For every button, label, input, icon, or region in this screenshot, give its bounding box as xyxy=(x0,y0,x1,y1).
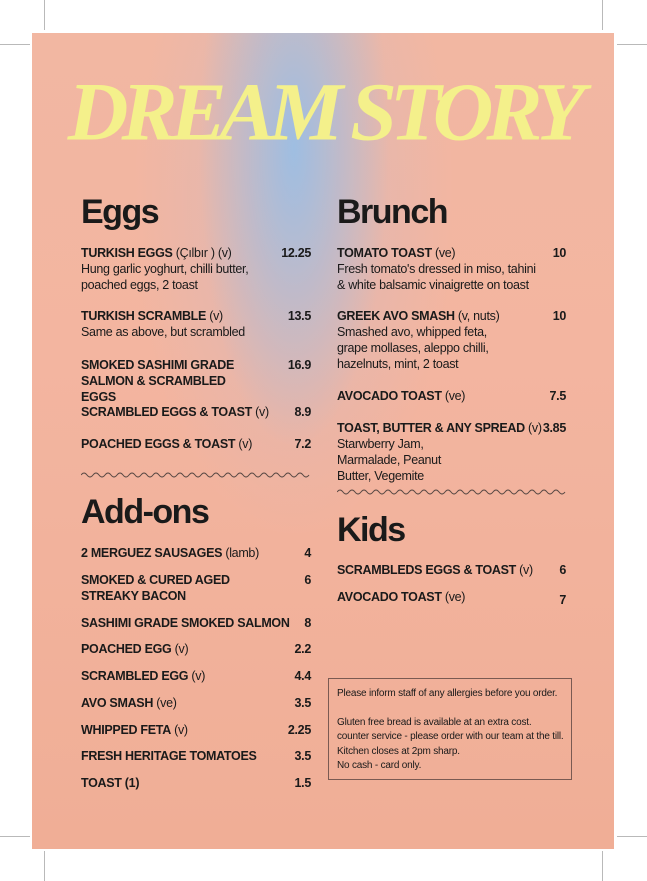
menu-item xyxy=(337,420,566,484)
item-note: (v) xyxy=(188,669,206,683)
kitchen-notice: Kitchen closes at 2pm sharp. xyxy=(337,745,460,757)
crop-mark xyxy=(617,44,647,45)
item-desc: Same as above, but scrambled xyxy=(81,325,245,339)
item-name: FRESH HERITAGE TOMATOES xyxy=(81,749,257,763)
menu-item xyxy=(81,775,311,791)
menu-item xyxy=(81,722,311,738)
menu-item xyxy=(81,748,311,764)
item-note: (ve) xyxy=(441,590,466,604)
item-name: AVO SMASH xyxy=(81,696,154,710)
item-name: TOAST, BUTTER & ANY SPREAD xyxy=(337,421,525,435)
crop-mark xyxy=(0,836,30,837)
item-price: 8 xyxy=(304,616,311,630)
item-note: (v) xyxy=(171,642,189,656)
item-name: AVOCADO TOAST xyxy=(337,389,442,403)
item-price: 7 xyxy=(559,593,566,607)
menu-page xyxy=(32,33,614,849)
item-name: SASHIMI GRADE SMOKED SALMON xyxy=(81,616,290,630)
item-price: 7.5 xyxy=(549,389,566,403)
item-price: 12.25 xyxy=(281,246,311,260)
menu-item xyxy=(81,308,311,340)
item-note: (ve) xyxy=(153,696,177,710)
item-name: SMOKED & CURED AGED STREAKY BACON xyxy=(81,573,230,603)
brunch-title: Brunch xyxy=(337,193,447,231)
crop-mark xyxy=(0,44,30,45)
item-name: AVOCADO TOAST xyxy=(337,590,442,604)
item-name: TURKISH SCRAMBLE xyxy=(81,309,207,323)
item-name: SCRAMBLED EGGS & TOAST xyxy=(81,405,252,419)
brand-title: DREAM STORY xyxy=(67,66,579,159)
item-price: 4 xyxy=(304,546,311,560)
item-price: 4.4 xyxy=(294,669,311,683)
allergy-notice: Please inform staff of any allergies before you order. xyxy=(337,688,558,699)
item-price: 6 xyxy=(559,563,566,577)
service-notice: counter service - please order with our team at the till. xyxy=(337,731,564,742)
crop-mark xyxy=(44,851,45,881)
menu-item xyxy=(337,388,566,404)
item-name: SMOKED SASHIMI GRADE SALMON & SCRAMBLED EGGS xyxy=(81,358,235,404)
item-price: 1.5 xyxy=(294,776,311,790)
item-price: 3.5 xyxy=(294,749,311,763)
item-name: TOAST (1) xyxy=(81,776,140,790)
menu-item xyxy=(81,572,311,604)
item-note: (ve) xyxy=(431,246,456,260)
item-price: 3.85 xyxy=(542,421,566,435)
item-price: 7.2 xyxy=(294,437,311,451)
item-price: 2.2 xyxy=(294,642,311,656)
item-name: GREEK AVO SMASH xyxy=(337,309,455,323)
menu-item xyxy=(81,357,311,405)
item-price: 13.5 xyxy=(287,309,311,323)
payment-notice: No cash - card only. xyxy=(337,760,422,771)
item-note: (v, nuts) xyxy=(454,309,500,323)
item-note: (v) xyxy=(251,405,269,419)
item-desc: Fresh tomato's dressed in miso, tahini & white balsamic vinaigrette on toast xyxy=(337,262,536,292)
menu-item xyxy=(337,589,566,605)
item-note: (lamb) xyxy=(222,546,259,560)
menu-item xyxy=(337,562,566,578)
item-price: 2.25 xyxy=(287,723,311,737)
kids-title: Kids xyxy=(337,511,405,549)
item-name: TOMATO TOAST xyxy=(337,246,432,260)
menu-item xyxy=(81,245,311,293)
addons-title: Add-ons xyxy=(81,493,209,531)
item-note: (v) xyxy=(524,421,542,435)
gluten-notice: Gluten free bread is available at an extra cost. xyxy=(337,716,532,728)
item-desc: Starwberry Jam, Marmalade, Peanut Butter, Vegemite xyxy=(337,437,441,483)
item-note: (v) xyxy=(170,723,188,737)
item-note: (v) xyxy=(516,563,533,577)
item-note: (v) xyxy=(206,309,223,323)
crop-mark xyxy=(617,836,647,837)
item-price: 8.9 xyxy=(294,405,311,419)
item-desc: Hung garlic yoghurt, chilli butter, poached eggs, 2 toast xyxy=(81,262,249,292)
menu-item xyxy=(81,436,311,452)
item-note: (ve) xyxy=(441,389,466,403)
menu-item xyxy=(81,404,311,420)
crop-mark xyxy=(602,0,603,30)
crop-mark xyxy=(44,0,45,30)
menu-item xyxy=(337,245,566,293)
item-price: 16.9 xyxy=(287,358,311,372)
info-box xyxy=(328,678,572,780)
menu-item xyxy=(81,545,311,561)
item-price: 10 xyxy=(552,309,566,323)
menu-item xyxy=(81,641,311,657)
item-name: SCRAMBLED EGG xyxy=(81,669,189,683)
item-name: 2 MERGUEZ SAUSAGES xyxy=(81,546,223,560)
item-note: (Çılbır ) (v) xyxy=(172,246,232,260)
eggs-title: Eggs xyxy=(81,193,159,231)
menu-item xyxy=(337,308,566,372)
menu-item xyxy=(81,668,311,684)
item-desc: Smashed avo, whipped feta, grape mollases, aleppo chilli, hazelnuts, mint, 2 toast xyxy=(337,325,489,371)
item-price: 10 xyxy=(552,246,566,260)
wave-divider xyxy=(81,470,311,480)
menu-item xyxy=(81,695,311,711)
menu-item xyxy=(81,615,311,631)
item-name: SCRAMBLEDS EGGS & TOAST xyxy=(337,563,516,577)
item-name: WHIPPED FETA xyxy=(81,723,171,737)
item-name: POACHED EGGS & TOAST xyxy=(81,437,236,451)
item-name: TURKISH EGGS xyxy=(81,246,173,260)
item-price: 3.5 xyxy=(294,696,311,710)
crop-mark xyxy=(602,851,603,881)
item-note: (v) xyxy=(235,437,253,451)
item-name: POACHED EGG xyxy=(81,642,172,656)
item-price: 6 xyxy=(304,573,311,587)
wave-divider xyxy=(337,487,567,497)
